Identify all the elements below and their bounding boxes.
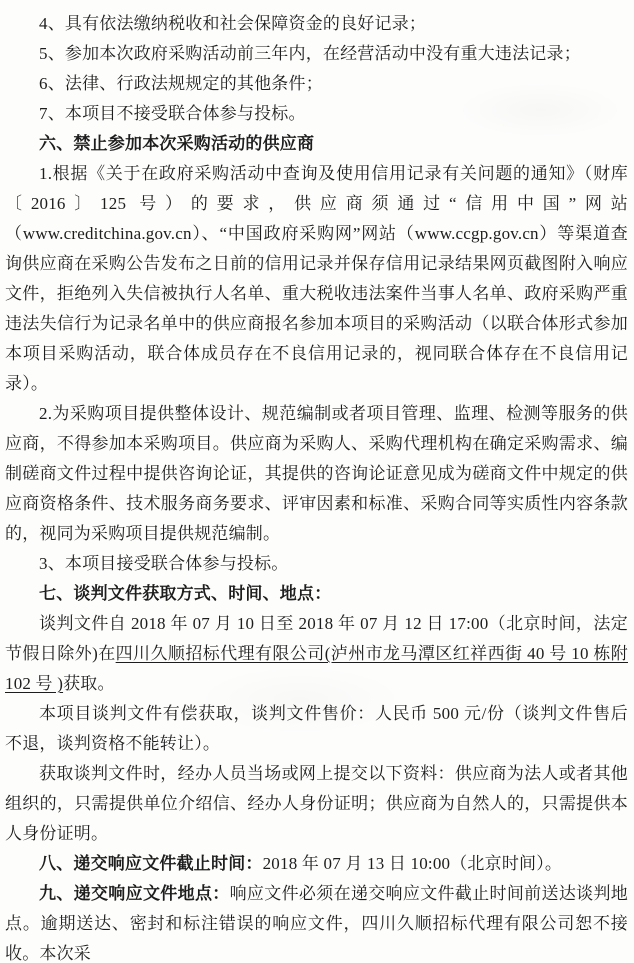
section9-location-paragraph (5, 879, 628, 963)
section7-materials-paragraph: 获取谈判文件时，经办人员当场或网上提交以下资料：供应商为法人或者其他组织的，只需提供单位介绍信、经办人身份证明；供应商为自然人的，只需提供本人身份证明。 (5, 764, 628, 843)
condition-item-6: 6、法律、行政法规规定的其他条件； (39, 74, 323, 93)
section6-consortium-paragraph: 3、本项目接受联合体参与投标。 (39, 554, 289, 573)
condition-item-4: 4、具有依法缴纳税收和社会保障资金的良好记录； (39, 14, 427, 33)
obtain-time-text: 谈判文件自 2018 年 07 月 10 日至 2018 年 07 月 12 日 17:00（北京时间，法定节假日除外)在 (5, 614, 628, 663)
section6-credit-record-paragraph: 1.根据《关于在政府采购活动中查询及使用信用记录有关问题的通知》（财库〔2016〕125 号）的要求，供应商须通过“信用中国”网站（www.creditchina.gov.cn）、“中国政府采购网”网站（www.ccgp.gov.cn）等渠道查询供应商在采购公告发布之日前的信用记录并保存信用记录结果网页截图附入响应文件，拒绝列入失信被执行人名单、重大税收违法案件当事人名单、政府采购严重违法失信行为记录名单中的供应商报名参加本项目的采购活动（以联合体形式参加本项目采购活动，联合体成员存在不良信用记录的，视同联合体存在不良信用记录）。 (5, 164, 628, 393)
condition-item-7: 7、本项目不接受联合体参与投标。 (39, 104, 306, 123)
section6-design-service-paragraph: 2.为采购项目提供整体设计、规范编制或者项目管理、监理、检测等服务的供应商，不得参加本采购项目。供应商为采购人、采购代理机构在确定采购需求、编制磋商文件过程中提供咨询论证，其提供的咨询论证意见成为磋商文件中规定的供应商资格条件、技术服务商务要求、评审因素和标准、采购合同等实质性内容条款的，视同为采购项目提供规范编制。 (5, 404, 628, 543)
obtain-suffix-text: 获取。 (63, 674, 115, 693)
condition-item-5: 5、参加本次政府采购活动前三年内，在经营活动中没有重大违法记录； (39, 44, 581, 63)
agency-address-underlined: 四川久顺招标代理有限公司(泸州市龙马潭区红祥西街 40 号 10 栋附 102 号 ) (5, 644, 628, 693)
section7-price-paragraph: 本项目谈判文件有偿获取，谈判文件售价：人民币 500 元/份（谈判文件售后不退，谈判资格不能转让）。 (5, 704, 628, 753)
section8-deadline-paragraph (5, 849, 628, 879)
section7-heading: 七、谈判文件获取方式、时间、地点： (39, 584, 332, 603)
section9-label: 九、递交响应文件地点： (39, 884, 230, 903)
section9-text: 响应文件必须在递交响应文件截止时间前送达谈判地点。逾期送达、密封和标注错误的响应文件，四川久顺招标代理有限公司恕不接收。本次采 (5, 884, 628, 963)
section6-heading: 六、禁止参加本次采购活动的供应商 (39, 134, 315, 153)
section7-obtain-paragraph (5, 609, 628, 699)
section8-label: 八、递交响应文件截止时间： (39, 854, 263, 873)
section8-text: 2018 年 07 月 13 日 10:00（北京时间）。 (262, 854, 563, 873)
